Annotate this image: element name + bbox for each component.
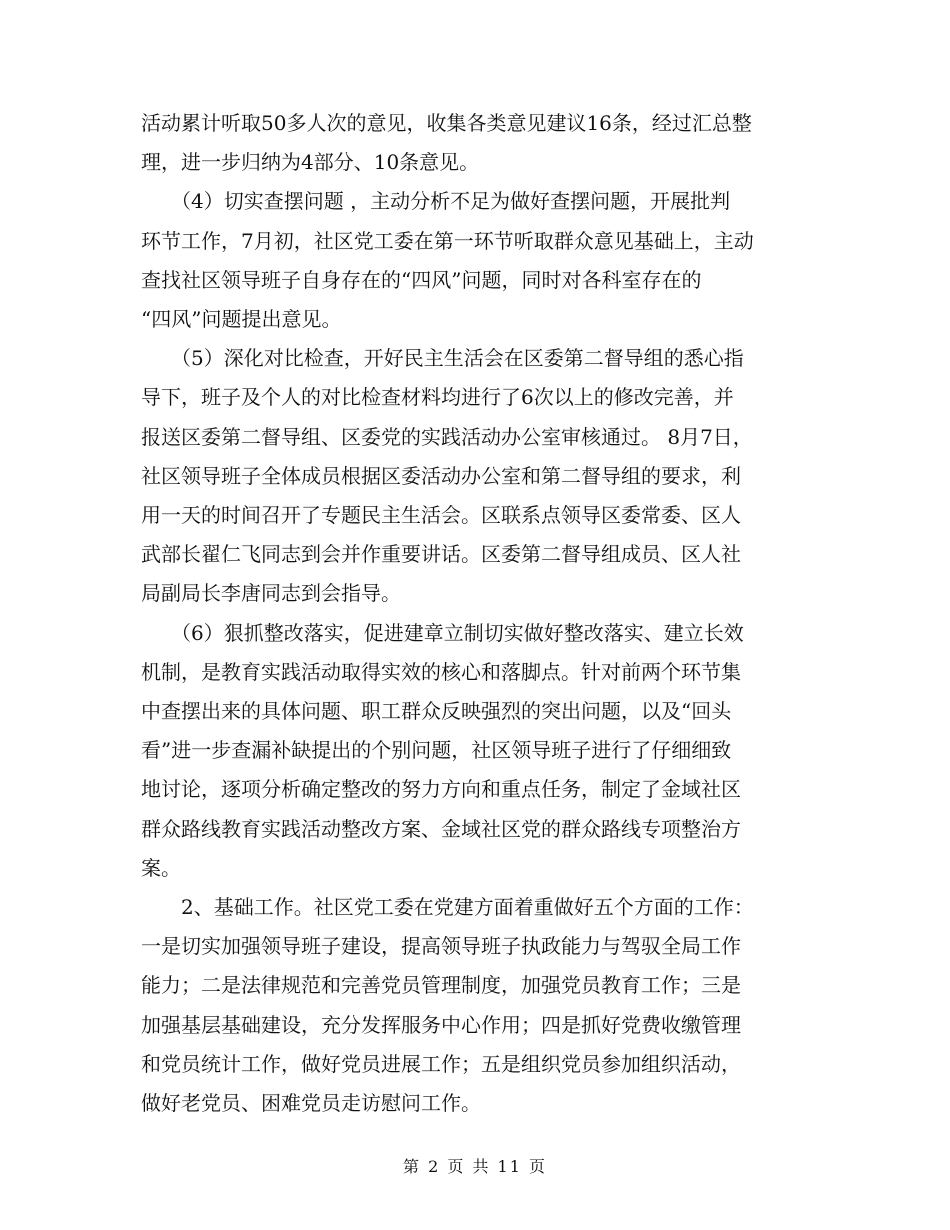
text-line: （6）狠抓整改落实，促进建章立制切实做好整改落实、建立长效	[141, 620, 744, 645]
text-line: 一是切实加强领导班子建设，提高领导班子执政能力与驾驭全局工作	[141, 934, 741, 959]
text-line: 能力；二是法律规范和完善党员管理制度，加强党员教育工作；三是	[141, 973, 741, 998]
text-line: 导下，班子及个人的对比检查材料均进行了6次以上的修改完善，并	[141, 385, 734, 410]
page-number-footer: 第 2 页 共 11 页	[403, 1157, 547, 1176]
text-line: 看”进一步查漏补缺提出的个别问题，社区领导班子进行了仔细细致	[141, 738, 732, 763]
paragraph-item-6	[141, 614, 809, 888]
text-line: “四风”问题提出意见。	[141, 307, 342, 332]
text-line: （5）深化对比检查，开好民主生活会在区委第二督导组的悉心指	[141, 346, 744, 371]
document-body	[141, 104, 809, 1123]
text-line: 理，进一步归纳为4部分、10条意见。	[141, 150, 480, 175]
paragraph-item-4	[141, 182, 809, 339]
text-line: 中查摆出来的具体问题、职工群众反映强烈的突出问题，以及“回头	[141, 699, 732, 724]
text-line: 用一天的时间召开了专题民主生活会。区联系点领导区委常委、区人	[141, 503, 741, 528]
text-line: 局副局长李唐同志到会指导。	[141, 581, 401, 606]
text-line: 社区领导班子全体成员根据区委活动办公室和第二督导组的要求，利	[141, 463, 741, 488]
text-line: 查找社区领导班子自身存在的“四风”问题，同时对各科室存在的	[141, 267, 702, 292]
text-line: 做好老党员、困难党员走访慰问工作。	[141, 1091, 481, 1116]
text-line: 报送区委第二督导组、区委党的实践活动办公室审核通过。 8月7日，	[141, 424, 753, 449]
text-line: 群众路线教育实践活动整改方案、金域社区党的群众路线专项整治方	[141, 816, 741, 841]
text-line: 环节工作，7月初，社区党工委在第一环节听取群众意见基础上，主动	[141, 228, 754, 253]
text-line: 活动累计听取50多人次的意见，收集各类意见建议16条，经过汇总整	[141, 111, 752, 135]
text-line: 和党员统计工作，做好党员进展工作；五是组织党员参加组织活动，	[141, 1051, 741, 1076]
text-line: （4）切实查摆问题 ，主动分析不足为做好查摆问题，开展批判	[141, 189, 731, 214]
text-line: 地讨论，逐项分析确定整改的努力方向和重点任务，制定了金域社区	[141, 777, 741, 802]
paragraph-basic-work	[141, 888, 809, 1123]
text-line: 案。	[141, 855, 181, 880]
text-line: 2、基础工作。社区党工委在党建方面着重做好五个方面的工作：	[141, 895, 754, 920]
text-line: 加强基层基础建设，充分发挥服务中心作用；四是抓好党费收缴管理	[141, 1012, 741, 1037]
paragraph-item-5	[141, 339, 809, 613]
paragraph-opinions-summary	[141, 104, 809, 182]
text-line: 机制，是教育实践活动取得实效的核心和落脚点。针对前两个环节集	[141, 659, 741, 684]
text-line: 武部长翟仁飞同志到会并作重要讲话。区委第二督导组成员、区人社	[141, 542, 741, 567]
